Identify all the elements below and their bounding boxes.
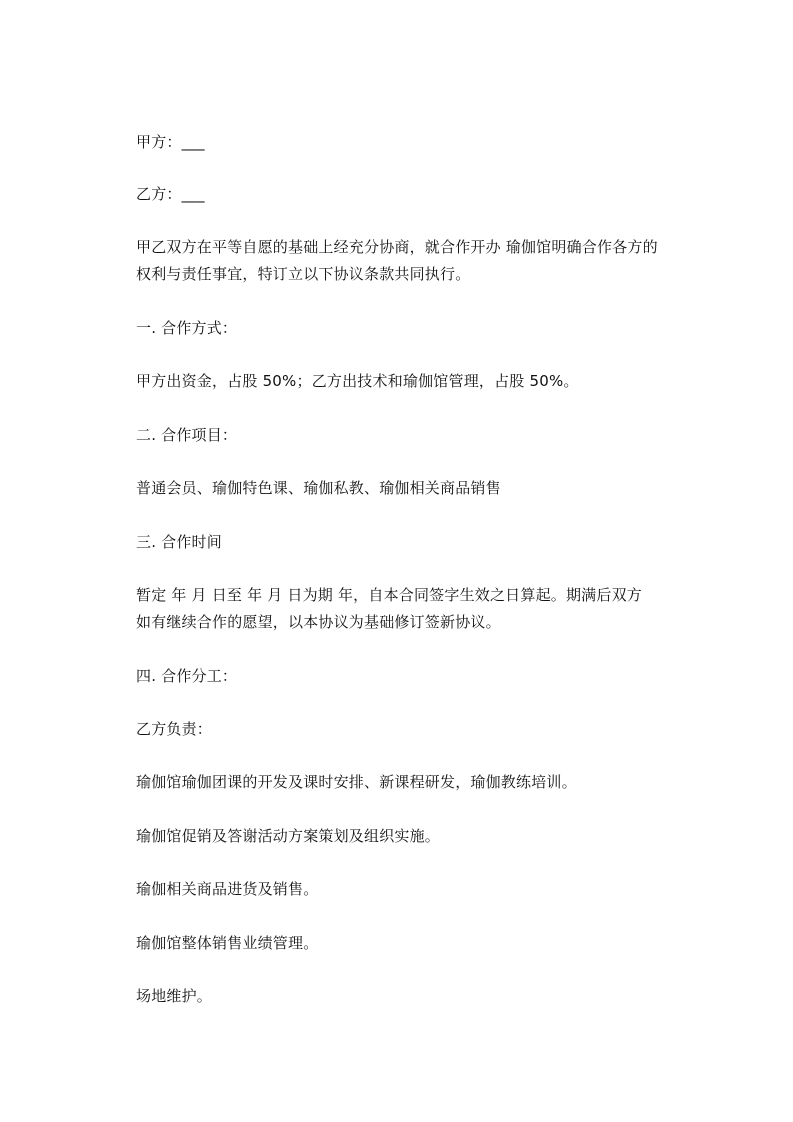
party-b-line: 乙方：___	[136, 185, 205, 203]
section-3-line-1: 暂定 年 月 日至 年 月 日为期 年，自本合同签字生效之日算起。期满后双方	[136, 586, 642, 604]
party-b-duty-title: 乙方负责：	[136, 720, 213, 738]
duty-item: 瑜伽馆整体销售业绩管理。	[136, 934, 319, 952]
section-3-line-2: 如有继续合作的愿望，以本协议为基础修订签新协议。	[136, 613, 501, 631]
section-2-body: 普通会员、瑜伽特色课、瑜伽私教、瑜伽相关商品销售	[136, 479, 501, 497]
duty-item: 瑜伽馆促销及答谢活动方案策划及组织实施。	[136, 827, 441, 845]
section-1-body: 甲方出资金，占股 50%；乙方出技术和瑜伽馆管理，占股 50%。	[136, 372, 579, 390]
section-2-title: 二. 合作项目：	[136, 426, 238, 444]
duty-item: 瑜伽相关商品进货及销售。	[136, 880, 319, 898]
section-1-title: 一. 合作方式：	[136, 319, 238, 337]
duty-item: 瑜伽馆瑜伽团课的开发及课时安排、新课程研发，瑜伽教练培训。	[136, 773, 577, 791]
party-a-line: 甲方：___	[136, 133, 205, 151]
section-3-title: 三. 合作时间	[136, 533, 222, 551]
intro-line-1: 甲乙双方在平等自愿的基础上经充分协商，就合作开办 瑜伽馆明确合作各方的	[136, 238, 658, 256]
duty-item: 场地维护。	[136, 987, 213, 1005]
intro-line-2: 权利与责任事宜，特订立以下协议条款共同执行。	[136, 265, 471, 283]
section-4-title: 四. 合作分工：	[136, 667, 238, 685]
